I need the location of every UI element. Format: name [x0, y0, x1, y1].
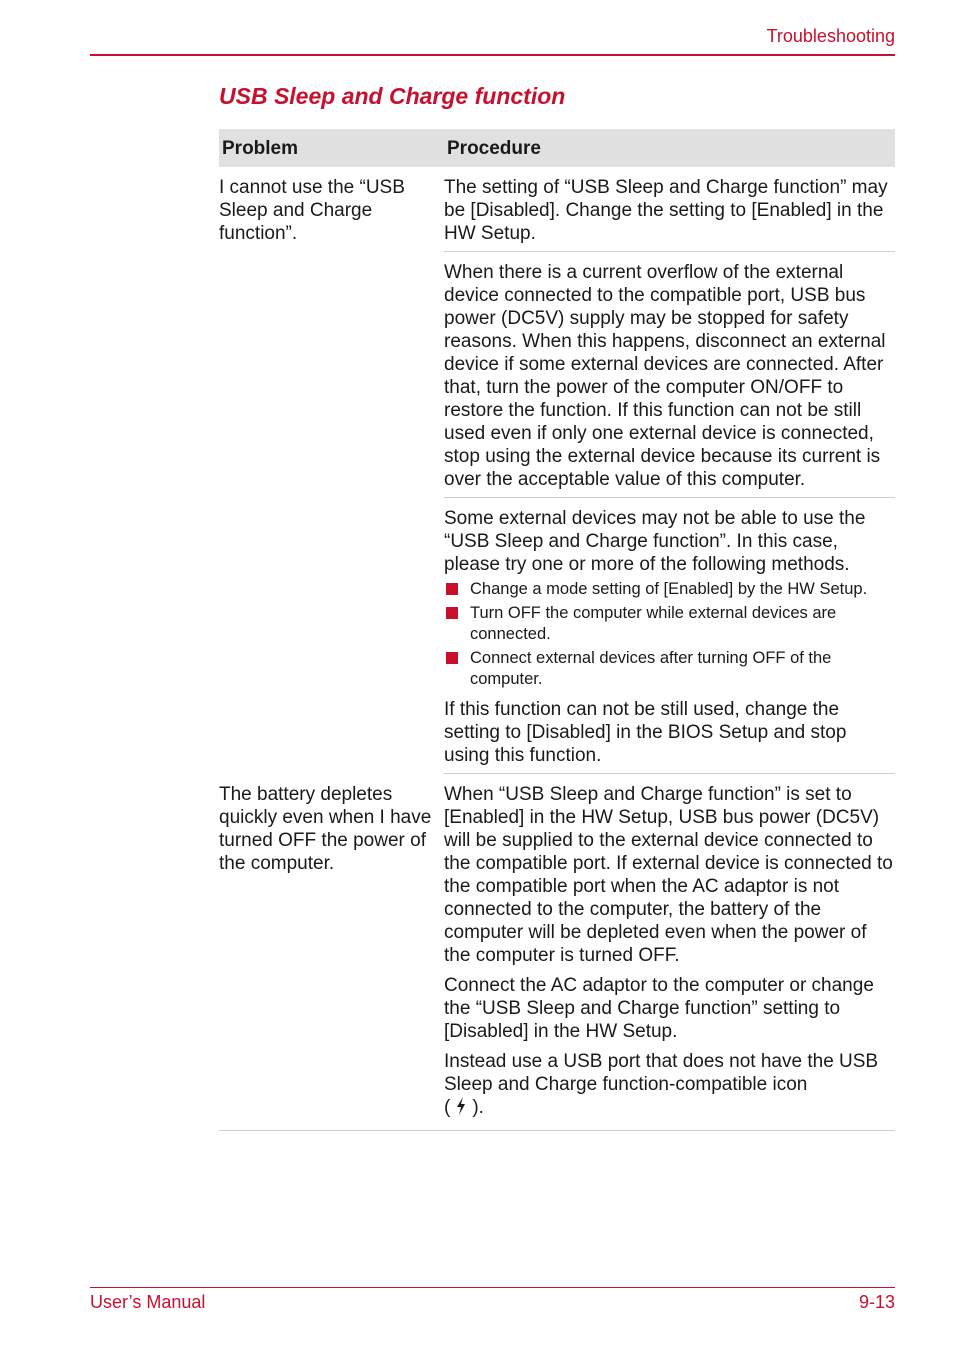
procedure-block [444, 252, 895, 498]
procedure-block [444, 167, 895, 252]
procedure-text: If this function can not be still used, change the setting to [Disabled] in the BIOS Setup and stop using this function. [444, 699, 847, 766]
footer-manual-label: User’s Manual [90, 1292, 206, 1312]
procedure-text: Instead use a USB port that does not have the USB Sleep and Charge function-compatible icon ( ). [444, 1050, 895, 1122]
header-rule [90, 54, 895, 56]
procedure-text: Some external devices may not be able to use the “USB Sleep and Charge function”. In this case, please try one or more of the following methods. [444, 508, 866, 575]
procedure-text: When there is a current overflow of the external device connected to the compatible port, USB bus power (DC5V) supply may be stopped for safety reasons. When this happens, disconnect an external device if some external devices are connected. After that, turn the power of the computer ON/OFF to restore the function. If this function can not be still used even if only one external device is connected, stop using the external device because its current is over the acceptable value of this computer. [444, 262, 886, 490]
procedure-block [444, 498, 895, 774]
procedure-text: When “USB Sleep and Charge function” is set to [Enabled] in the HW Setup, USB bus power (DC5V) will be supplied to the external device connected to the compatible port. If external device is connected to the compatible port when the AC adaptor is not connected to the computer, the battery of the computer will be depleted even when the power of the computer is turned OFF. [444, 784, 893, 966]
page-number: 9-13 [858, 1292, 895, 1312]
bullet-square-icon [446, 652, 458, 664]
list-item: Turn OFF the computer while external devices are connected. [444, 603, 895, 645]
list-item: Change a mode setting of [Enabled] by the HW Setup. [444, 579, 895, 600]
list-item: Connect external devices after turning OFF of the computer. [444, 648, 895, 690]
section-title: USB Sleep and Charge function [219, 83, 566, 109]
header-procedure: Procedure [447, 138, 541, 159]
table-row [219, 774, 895, 1131]
table-row [219, 167, 895, 774]
procedure-cell [444, 167, 895, 774]
procedure-text: Connect the AC adaptor to the computer or change the “USB Sleep and Charge function” setting to [Disabled] in the HW Setup. [444, 975, 874, 1042]
footer-rule [90, 1287, 895, 1288]
procedure-block [444, 774, 895, 1130]
bullet-square-icon [446, 607, 458, 619]
problem-cell: I cannot use the “USB Sleep and Charge function”. [219, 177, 405, 244]
usb-sleep-charge-icon [450, 1096, 472, 1122]
header-title: Troubleshooting [766, 26, 895, 46]
table-header [219, 129, 895, 167]
procedure-cell [444, 774, 895, 1130]
header-problem: Problem [222, 138, 299, 159]
problem-cell: The battery depletes quickly even when I have turned OFF the power of the computer. [219, 784, 432, 874]
method-list [444, 579, 895, 690]
procedure-text: The setting of “USB Sleep and Charge function” may be [Disabled]. Change the setting to [Enabled] in the HW Setup. [444, 177, 888, 244]
troubleshooting-table [219, 129, 895, 1131]
bullet-square-icon [446, 583, 458, 595]
